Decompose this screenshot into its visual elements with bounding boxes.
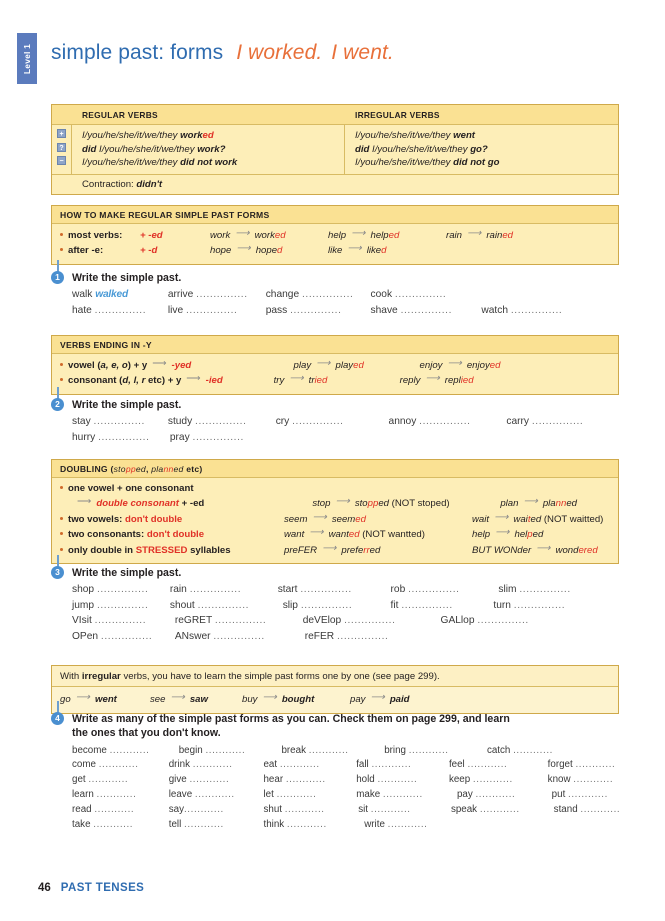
answer-walked: walked — [95, 289, 129, 301]
item-tell[interactable]: tell ............ — [168, 819, 224, 831]
example-prefer: preFER ⟶ preferred — [284, 542, 381, 556]
example-stop: stop ⟶ stopped (NOT stoped) — [312, 496, 450, 510]
arrow-icon: ⟶ — [495, 527, 510, 539]
item-pass[interactable]: pass ............... — [265, 304, 342, 316]
exercise-4-items — [72, 744, 619, 833]
item-eat[interactable]: eat ............ — [263, 759, 320, 771]
example-like: like ⟶ liked — [328, 243, 387, 257]
item-cry[interactable]: cry ............... — [275, 416, 344, 428]
bullet-icon — [60, 248, 63, 251]
item-cook[interactable]: cook ............... — [370, 289, 447, 301]
box-regular-forms — [51, 205, 619, 265]
rule-stressed-syllables — [60, 543, 610, 558]
box-doubling — [51, 459, 619, 564]
footer-page-number: 46 — [38, 882, 51, 894]
pair-see-saw: see ⟶ saw — [150, 692, 208, 705]
item-walk[interactable]: walk walked — [72, 289, 129, 301]
contraction-label: Contraction: — [82, 178, 137, 190]
row1-irr-post: I/you/he/she/it/we/they — [369, 143, 471, 155]
example-try: try ⟶ tried — [273, 373, 328, 387]
bullet-icon — [60, 517, 63, 520]
exercise-4-title-line-2: the ones that you don't know. — [72, 727, 221, 740]
arrow-icon: ⟶ — [370, 692, 385, 703]
row2-reg-pre: I/you/he/she/it/we/they — [82, 157, 181, 169]
table-row — [82, 143, 344, 157]
example-work: work ⟶ worked — [210, 228, 286, 241]
item-hear[interactable]: hear ............ — [263, 774, 326, 786]
rule-vowel-y-ending: -yed — [171, 360, 192, 371]
item-carry[interactable]: carry ............... — [506, 416, 584, 428]
item-hold[interactable]: hold ............ — [356, 774, 418, 786]
exercise-4 — [51, 712, 619, 833]
row1-irr-bold2: go? — [470, 143, 488, 155]
level-tab — [17, 33, 37, 84]
item-gallop[interactable]: GALlop ............... — [440, 615, 529, 627]
item-open[interactable]: OPen ............... — [72, 630, 153, 642]
arrow-icon: ⟶ — [494, 511, 509, 523]
row0-irr-pre: I/you/he/she/it/we/they — [355, 130, 454, 141]
rule-most-verbs-ending: + -ed — [140, 230, 163, 241]
exercise-line — [72, 287, 619, 303]
example-plan: plan ⟶ planned — [500, 496, 577, 510]
item-say[interactable]: say............ — [168, 804, 224, 816]
example-rain: rain ⟶ rained — [446, 228, 514, 241]
rule-consonant-y-label: consonant (d, l, r etc) + y — [68, 375, 182, 387]
arrow-icon: ⟶ — [170, 692, 185, 703]
rule-most-verbs — [60, 228, 610, 243]
row0-reg-bold: work — [180, 130, 203, 141]
item-fall[interactable]: fall ............ — [356, 759, 412, 771]
arrow-icon: ⟶ — [351, 228, 366, 239]
arrow-icon: ⟶ — [523, 496, 538, 508]
arrow-icon: ⟶ — [322, 542, 337, 554]
table-row — [355, 129, 618, 143]
exercise-line — [72, 773, 619, 788]
item-turn[interactable]: turn ............... — [493, 599, 566, 611]
item-let[interactable]: let ............ — [263, 789, 317, 801]
item-become[interactable]: become ............ — [72, 744, 150, 756]
rule-vowel-y — [60, 358, 610, 373]
page-footer — [38, 882, 144, 894]
item-shave[interactable]: shave ............... — [370, 304, 453, 316]
item-pray[interactable]: pray ............... — [169, 431, 244, 443]
exercise-4-number: 4 — [51, 712, 64, 725]
item-answer[interactable]: ANswer ............... — [174, 630, 265, 642]
arrow-icon: ⟶ — [77, 496, 92, 508]
rule-most-verbs-label: most verbs: — [68, 230, 123, 241]
contraction-row — [52, 174, 618, 194]
exercise-line — [72, 788, 619, 803]
exercise-3-number: 3 — [51, 566, 64, 579]
item-drink[interactable]: drink ............ — [168, 759, 233, 771]
row1-reg-bold: did — [82, 143, 97, 155]
item-think[interactable]: think ............ — [263, 819, 327, 831]
box-verbs-ending-y — [51, 335, 619, 395]
arrow-icon: ⟶ — [347, 243, 362, 255]
exercise-1-number: 1 — [51, 271, 64, 284]
item-catch[interactable]: catch ............ — [486, 744, 553, 756]
item-annoy[interactable]: annoy ............... — [388, 416, 471, 428]
arrow-icon: ⟶ — [235, 228, 250, 239]
item-stay[interactable]: stay ............... — [72, 416, 145, 428]
rule-double-consonant — [60, 496, 610, 511]
rule-two-vowels-text: two vowels: don't double — [68, 513, 183, 525]
exercise-line — [72, 598, 619, 614]
example-seem: seem ⟶ seemed — [284, 511, 366, 525]
item-keep[interactable]: keep ............ — [448, 774, 513, 786]
page-title-example-1: I worked. — [236, 41, 323, 64]
item-slim[interactable]: slim ............... — [498, 584, 571, 596]
exercise-3-items — [72, 582, 619, 644]
bullet-icon — [60, 548, 63, 551]
item-shout[interactable]: shout ............... — [169, 599, 250, 611]
row0-reg-red: ed — [202, 130, 214, 141]
item-change[interactable]: change ............... — [265, 289, 354, 301]
exercise-line — [72, 803, 619, 818]
item-begin[interactable]: begin ............ — [178, 744, 246, 756]
example-help: help ⟶ helped — [328, 228, 400, 241]
bullet-icon — [60, 532, 63, 535]
exercise-line — [72, 758, 619, 773]
table-row — [355, 156, 618, 170]
item-rain[interactable]: rain ............... — [169, 584, 242, 596]
row0-irr-bold: went — [453, 130, 475, 141]
example-reply: reply ⟶ replied — [399, 373, 474, 387]
row0-reg-pre: I/you/he/she/it/we/they — [82, 130, 181, 141]
bullet-icon — [60, 378, 63, 381]
item-take[interactable]: take ............ — [72, 819, 134, 831]
arrow-icon: ⟶ — [425, 373, 440, 385]
example-wait: wait ⟶ waited (NOT waitted) — [472, 511, 604, 525]
exercise-2-items — [72, 414, 619, 445]
item-jump[interactable]: jump ............... — [72, 599, 149, 611]
page-title — [51, 41, 394, 65]
item-live[interactable]: live ............... — [167, 304, 238, 316]
rule-after-e-label: after -e: — [68, 245, 104, 257]
row1-reg-post: I/you/he/she/it/we/they — [96, 143, 198, 155]
pair-buy-bought: buy ⟶ bought — [242, 692, 315, 705]
arrow-icon: ⟶ — [312, 511, 327, 523]
doubling-example-planned: planned — [151, 464, 184, 474]
item-make[interactable]: make ............ — [356, 789, 423, 801]
item-get[interactable]: get ............ — [72, 774, 129, 786]
item-refer[interactable]: reFER ............... — [304, 630, 389, 642]
exercise-line — [72, 629, 619, 645]
example-help-doubling: help ⟶ helped — [472, 527, 544, 541]
example-enjoy: enjoy ⟶ enjoyed — [419, 358, 501, 371]
pair-go-went: go ⟶ went — [60, 692, 117, 705]
item-sit[interactable]: sit ............ — [358, 804, 411, 816]
box-irregular-heading: With irregular verbs, you have to learn the simple past forms one by one (see page 299). — [52, 666, 618, 687]
exercise-2 — [51, 398, 619, 445]
exercise-3 — [51, 566, 619, 644]
exercise-3-title: Write the simple past. — [72, 567, 182, 579]
forms-table-header-irregular: IRREGULAR VERBS — [345, 105, 618, 125]
example-want: want ⟶ wanted (NOT wantted) — [284, 527, 425, 541]
arrow-icon: ⟶ — [309, 527, 324, 539]
exercise-line — [72, 414, 619, 430]
rule-two-vowels — [60, 512, 610, 527]
symbol-question: ? — [57, 143, 66, 152]
item-stand[interactable]: stand ............ — [553, 804, 621, 816]
row1-reg-bold2: work? — [197, 143, 226, 155]
exercise-line — [72, 744, 619, 759]
forms-table-header-regular: REGULAR VERBS — [72, 105, 345, 125]
item-shut[interactable]: shut ............ — [263, 804, 325, 816]
doubling-example-stopped: stopped — [113, 464, 146, 474]
item-shop[interactable]: shop ............... — [72, 584, 149, 596]
forms-table-regular-column — [72, 125, 345, 174]
table-row — [355, 143, 618, 157]
exercise-4-title-line-1: Write as many of the simple past forms as you can. Check them on page 299, and learn — [72, 713, 510, 725]
item-slip[interactable]: slip ............... — [282, 599, 353, 611]
example-wonder: BUT WONder ⟶ wondered — [472, 542, 598, 556]
arrow-icon: ⟶ — [262, 692, 277, 703]
contraction-value: didn't — [136, 178, 163, 190]
box-doubling-heading: DOUBLING (stopped, planned etc) — [52, 460, 618, 478]
item-put[interactable]: put ............ — [551, 789, 608, 801]
symbol-negative: − — [57, 156, 66, 165]
item-pay[interactable]: pay ............ — [456, 789, 516, 801]
item-forget[interactable]: forget ............ — [547, 759, 616, 771]
exercise-4-title — [72, 712, 619, 741]
item-watch[interactable]: watch ............... — [481, 304, 563, 316]
rule-two-consonants-text: two consonants: don't double — [68, 529, 205, 541]
exercise-2-title: Write the simple past. — [72, 399, 182, 411]
item-regret[interactable]: reGRET ............... — [174, 615, 267, 627]
rule-after-e — [60, 243, 610, 258]
item-rob[interactable]: rob ............... — [390, 584, 460, 596]
bullet-icon — [60, 233, 63, 236]
box-verbs-ending-y-heading: VERBS ENDING IN -Y — [52, 336, 618, 354]
irregular-pairs-row — [60, 692, 610, 707]
arrow-icon: ⟶ — [335, 496, 350, 508]
row1-irr-bold: did — [355, 143, 370, 155]
exercise-line — [72, 303, 619, 319]
exercise-1-title: Write the simple past. — [72, 272, 182, 284]
item-hurry[interactable]: hurry ............... — [72, 431, 150, 443]
exercise-line — [72, 818, 619, 833]
forms-table-irregular-column — [345, 125, 618, 174]
arrow-icon: ⟶ — [447, 358, 462, 369]
page-title-main: simple past: forms — [51, 41, 224, 64]
rule-stressed-text: only double in STRESSED syllables — [68, 544, 231, 556]
item-read[interactable]: read ............ — [72, 804, 135, 816]
forms-table-corner — [52, 105, 72, 125]
item-feel[interactable]: feel ............ — [448, 759, 508, 771]
arrow-icon: ⟶ — [186, 373, 201, 385]
item-fit[interactable]: fit ............... — [390, 599, 453, 611]
box-regular-forms-heading: HOW TO MAKE REGULAR SIMPLE PAST FORMS — [52, 206, 618, 224]
rule-consonant-y — [60, 373, 610, 388]
row2-irr-pre: I/you/he/she/it/we/they — [355, 157, 454, 169]
row2-irr-bold: did not go — [453, 157, 500, 169]
page-title-examples — [236, 41, 394, 64]
item-arrive[interactable]: arrive ............... — [167, 289, 248, 301]
item-study[interactable]: study ............... — [167, 416, 247, 428]
item-leave[interactable]: leave ............ — [168, 789, 235, 801]
item-bring[interactable]: bring ............ — [384, 744, 449, 756]
item-know[interactable]: know ............ — [547, 774, 614, 786]
exercise-line — [72, 430, 619, 446]
box-irregular-note — [51, 665, 619, 714]
arrow-icon: ⟶ — [75, 692, 91, 703]
exercise-2-number: 2 — [51, 398, 64, 411]
table-row — [82, 129, 344, 143]
bullet-icon — [60, 486, 63, 489]
arrow-icon: ⟶ — [289, 373, 304, 385]
rule-double-consonant-text: double consonant + -ed — [96, 498, 205, 510]
item-come[interactable]: come ............ — [72, 759, 139, 771]
rule-consonant-y-ending: -ied — [205, 375, 223, 387]
item-hate[interactable]: hate ............... — [72, 304, 147, 316]
arrow-icon: ⟶ — [152, 358, 167, 369]
arrow-icon: ⟶ — [467, 228, 482, 239]
arrow-icon: ⟶ — [236, 243, 251, 255]
exercise-line — [72, 613, 619, 629]
item-learn[interactable]: learn ............ — [72, 789, 137, 801]
item-develop[interactable]: deVElop ............... — [302, 615, 396, 627]
forms-table-symbol-column — [52, 125, 72, 174]
arrow-icon: ⟶ — [316, 358, 331, 369]
arrow-icon: ⟶ — [536, 542, 551, 554]
row2-reg-bold: did not work — [180, 157, 238, 169]
item-speak[interactable]: speak ............ — [450, 804, 520, 816]
level-tab-label: Level 1 — [22, 43, 33, 74]
item-break[interactable]: break ............ — [281, 744, 349, 756]
example-hope: hope ⟶ hoped — [210, 243, 283, 257]
bullet-icon — [60, 363, 63, 366]
item-give[interactable]: give ............ — [168, 774, 230, 786]
rule-after-e-ending: + -d — [140, 245, 158, 257]
pair-pay-paid: pay ⟶ paid — [350, 692, 410, 705]
exercise-1 — [51, 271, 619, 318]
exercise-1-items — [72, 287, 619, 318]
example-play: play ⟶ played — [293, 358, 364, 371]
item-write[interactable]: write ............ — [364, 819, 428, 831]
symbol-affirmative: + — [57, 129, 66, 138]
item-start[interactable]: start ............... — [277, 584, 352, 596]
exercise-line — [72, 582, 619, 598]
page-title-example-2: I went. — [331, 41, 394, 64]
rule-vowel-y-label: vowel (a, e, o) + y — [68, 360, 148, 371]
forms-table — [51, 104, 619, 195]
item-visit[interactable]: VIsit ............... — [72, 615, 147, 627]
table-row — [82, 156, 344, 170]
rule-one-vowel-label: one vowel + one consonant — [68, 483, 194, 494]
footer-section-title: PAST TENSES — [60, 882, 145, 894]
